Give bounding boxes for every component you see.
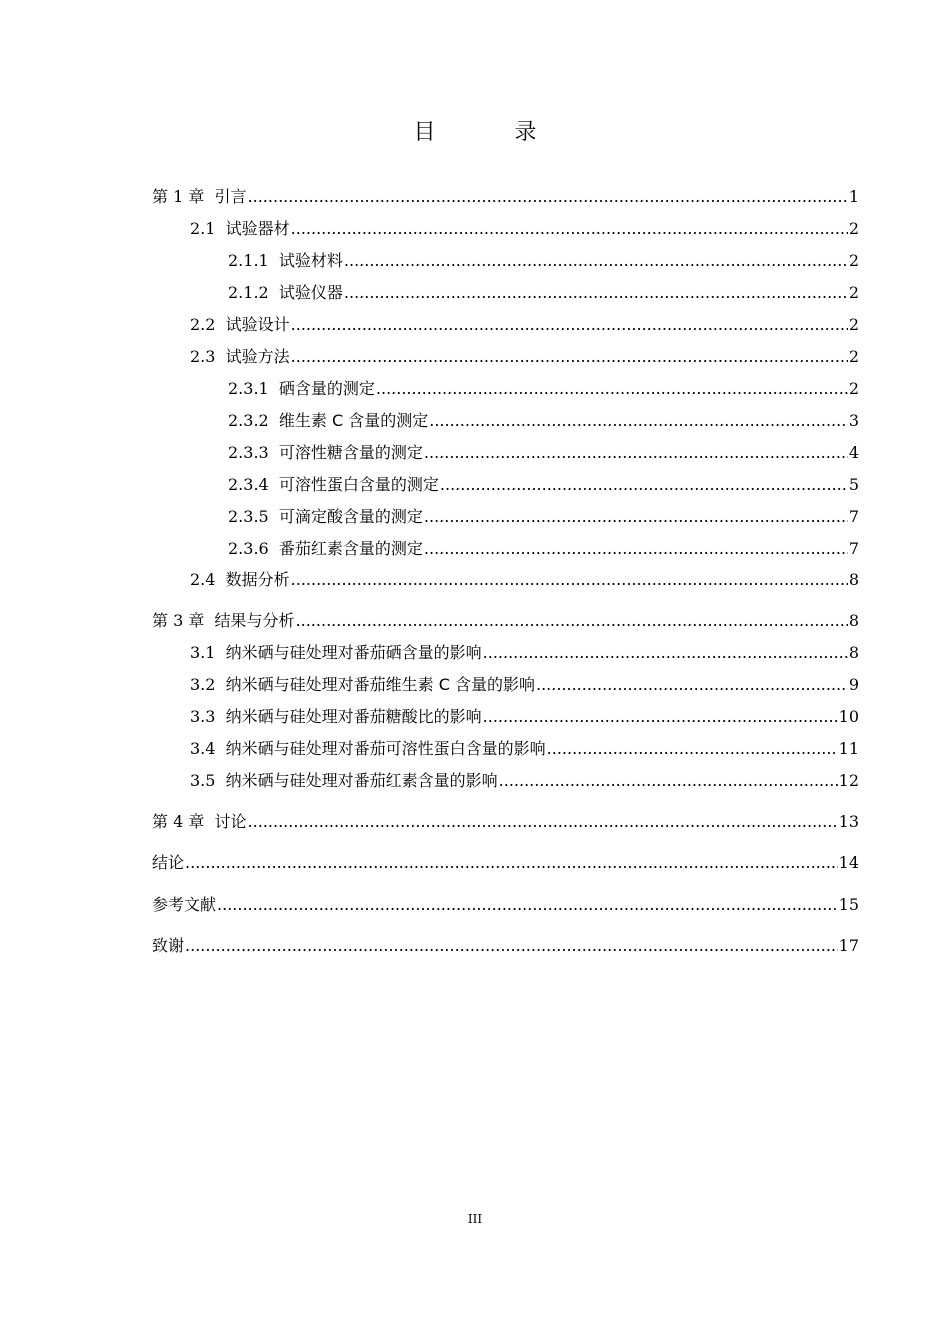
toc-entry-page: 3 bbox=[848, 411, 859, 430]
toc-entry[interactable] bbox=[190, 736, 859, 762]
toc-entry-page: 2 bbox=[848, 315, 859, 334]
toc-entry-page: 14 bbox=[838, 853, 859, 872]
toc-entry[interactable] bbox=[228, 280, 859, 306]
toc-entry[interactable] bbox=[152, 608, 859, 634]
toc-entry-number: 2.3.6 bbox=[228, 539, 279, 558]
page-number-footer: III bbox=[467, 1212, 483, 1226]
toc-dot-leader bbox=[291, 216, 848, 242]
toc-dot-leader bbox=[547, 736, 838, 762]
toc-entry-title: 纳米硒与硅处理对番茄硒含量的影响 bbox=[225, 643, 482, 662]
toc-entry-page: 17 bbox=[838, 936, 859, 955]
toc-entry-page: 8 bbox=[848, 570, 859, 589]
toc-entry[interactable] bbox=[190, 640, 859, 666]
toc-entry-title: 硒含量的测定 bbox=[278, 379, 375, 398]
toc-entry-page: 10 bbox=[838, 707, 859, 726]
toc-entry-title: 维生素 C 含量的测定 bbox=[278, 411, 429, 430]
toc-entry-number: 3.1 bbox=[190, 643, 226, 662]
toc-entry-number: 2.3 bbox=[190, 347, 226, 366]
toc-entry-page: 13 bbox=[838, 812, 859, 831]
toc-entry-title: 试验设计 bbox=[225, 315, 290, 334]
toc-entry-page: 1 bbox=[848, 187, 859, 206]
toc-entry-number: 3.2 bbox=[190, 675, 226, 694]
toc-dot-leader bbox=[291, 344, 848, 370]
toc-entry-page: 8 bbox=[848, 611, 859, 630]
toc-entry-title: 试验器材 bbox=[225, 219, 290, 238]
toc-entry-title: 纳米硒与硅处理对番茄可溶性蛋白含量的影响 bbox=[225, 739, 546, 758]
toc-entry-title: 可溶性糖含量的测定 bbox=[278, 443, 423, 462]
toc-entry-title: 纳米硒与硅处理对番茄糖酸比的影响 bbox=[225, 707, 482, 726]
toc-entry-title: 试验方法 bbox=[225, 347, 290, 366]
toc-entry-title: 结果与分析 bbox=[214, 611, 295, 630]
toc-entry-page: 5 bbox=[848, 475, 859, 494]
toc-dot-leader bbox=[291, 567, 848, 593]
toc-entry-number: 2.3.4 bbox=[228, 475, 279, 494]
toc-entry-number: 第 3 章 bbox=[152, 611, 215, 630]
toc-entry[interactable] bbox=[228, 472, 859, 498]
toc-entry-number: 2.3.5 bbox=[228, 507, 279, 526]
toc-entry-title: 纳米硒与硅处理对番茄红素含量的影响 bbox=[225, 771, 498, 790]
toc-dot-leader bbox=[424, 536, 848, 562]
page-title: 目 录 bbox=[413, 120, 573, 145]
toc-entry[interactable] bbox=[228, 408, 859, 434]
toc-entry-page: 2 bbox=[848, 379, 859, 398]
toc-dot-leader bbox=[344, 280, 848, 306]
toc-dot-leader bbox=[296, 608, 848, 634]
toc-entry-title: 可溶性蛋白含量的测定 bbox=[278, 475, 439, 494]
toc-dot-leader bbox=[185, 933, 838, 959]
toc-entry-number: 2.3.2 bbox=[228, 411, 279, 430]
toc-entry-page: 4 bbox=[848, 443, 859, 462]
toc-entry-title: 试验仪器 bbox=[278, 283, 343, 302]
toc-entry-number: 2.3.3 bbox=[228, 443, 279, 462]
toc-entry[interactable] bbox=[152, 809, 859, 835]
toc-entry[interactable] bbox=[228, 536, 859, 562]
toc-entry-page: 7 bbox=[848, 507, 859, 526]
toc-entry-number: 第 4 章 bbox=[152, 812, 215, 831]
toc-entry-title: 结论 bbox=[152, 853, 185, 872]
toc-entry[interactable] bbox=[190, 768, 859, 794]
toc-dot-leader bbox=[429, 408, 848, 434]
toc-entry[interactable] bbox=[228, 440, 859, 466]
toc-entry[interactable] bbox=[228, 248, 859, 274]
toc-entry[interactable] bbox=[152, 892, 859, 918]
toc-dot-leader bbox=[440, 472, 848, 498]
toc-entry-title: 数据分析 bbox=[225, 570, 290, 589]
toc-entry[interactable] bbox=[190, 312, 859, 338]
toc-dot-leader bbox=[248, 184, 848, 210]
toc-dot-leader bbox=[424, 440, 848, 466]
toc-entry-page: 8 bbox=[848, 643, 859, 662]
toc-entry[interactable] bbox=[190, 216, 859, 242]
toc-entry-title: 番茄红素含量的测定 bbox=[278, 539, 423, 558]
toc-entry-number: 3.5 bbox=[190, 771, 226, 790]
toc-entry-page: 2 bbox=[848, 251, 859, 270]
toc-dot-leader bbox=[376, 376, 848, 402]
toc-entry-page: 9 bbox=[848, 675, 859, 694]
toc-entry-page: 12 bbox=[838, 771, 859, 790]
toc-entry-title: 参考文献 bbox=[152, 895, 217, 914]
toc-dot-leader bbox=[483, 640, 848, 666]
toc-entry[interactable] bbox=[152, 933, 859, 959]
toc-entry[interactable] bbox=[190, 567, 859, 593]
toc-entry[interactable] bbox=[152, 850, 859, 876]
toc-entry-title: 可滴定酸含量的测定 bbox=[278, 507, 423, 526]
toc-entry-number: 3.4 bbox=[190, 739, 226, 758]
toc-entry-page: 2 bbox=[848, 219, 859, 238]
toc-entry-title: 致谢 bbox=[152, 936, 185, 955]
toc-dot-leader bbox=[185, 850, 838, 876]
toc-entry-number: 2.1.2 bbox=[228, 283, 279, 302]
toc-entry-page: 2 bbox=[848, 347, 859, 366]
toc-dot-leader bbox=[499, 768, 838, 794]
toc-entry[interactable] bbox=[190, 672, 859, 698]
toc-entry-number: 3.3 bbox=[190, 707, 226, 726]
toc-entry-page: 15 bbox=[838, 895, 859, 914]
toc-entry-title: 试验材料 bbox=[278, 251, 343, 270]
toc-entry-number: 第 1 章 bbox=[152, 187, 215, 206]
toc-entry-page: 7 bbox=[848, 539, 859, 558]
toc-entry[interactable] bbox=[228, 376, 859, 402]
toc-entry-title: 引言 bbox=[214, 187, 247, 206]
toc-entry-number: 2.4 bbox=[190, 570, 226, 589]
toc-dot-leader bbox=[424, 504, 848, 530]
toc-entry-page: 11 bbox=[838, 739, 859, 758]
toc-dot-leader bbox=[291, 312, 848, 338]
toc-entry-title: 纳米硒与硅处理对番茄维生素 C 含量的影响 bbox=[225, 675, 535, 694]
toc-dot-leader bbox=[217, 892, 838, 918]
toc-dot-leader bbox=[344, 248, 848, 274]
toc-entry-title: 讨论 bbox=[214, 812, 247, 831]
toc-entry[interactable] bbox=[228, 504, 859, 530]
toc-entry-page: 2 bbox=[848, 283, 859, 302]
toc-entry-number: 2.2 bbox=[190, 315, 226, 334]
toc-dot-leader bbox=[483, 704, 838, 730]
toc-dot-leader bbox=[248, 809, 838, 835]
toc-dot-leader bbox=[536, 672, 848, 698]
toc-entry-number: 2.1 bbox=[190, 219, 226, 238]
toc-entry[interactable] bbox=[190, 344, 859, 370]
toc-entry-number: 2.1.1 bbox=[228, 251, 279, 270]
toc-entry-number: 2.3.1 bbox=[228, 379, 279, 398]
toc-entry[interactable] bbox=[152, 184, 859, 210]
toc-entry[interactable] bbox=[190, 704, 859, 730]
